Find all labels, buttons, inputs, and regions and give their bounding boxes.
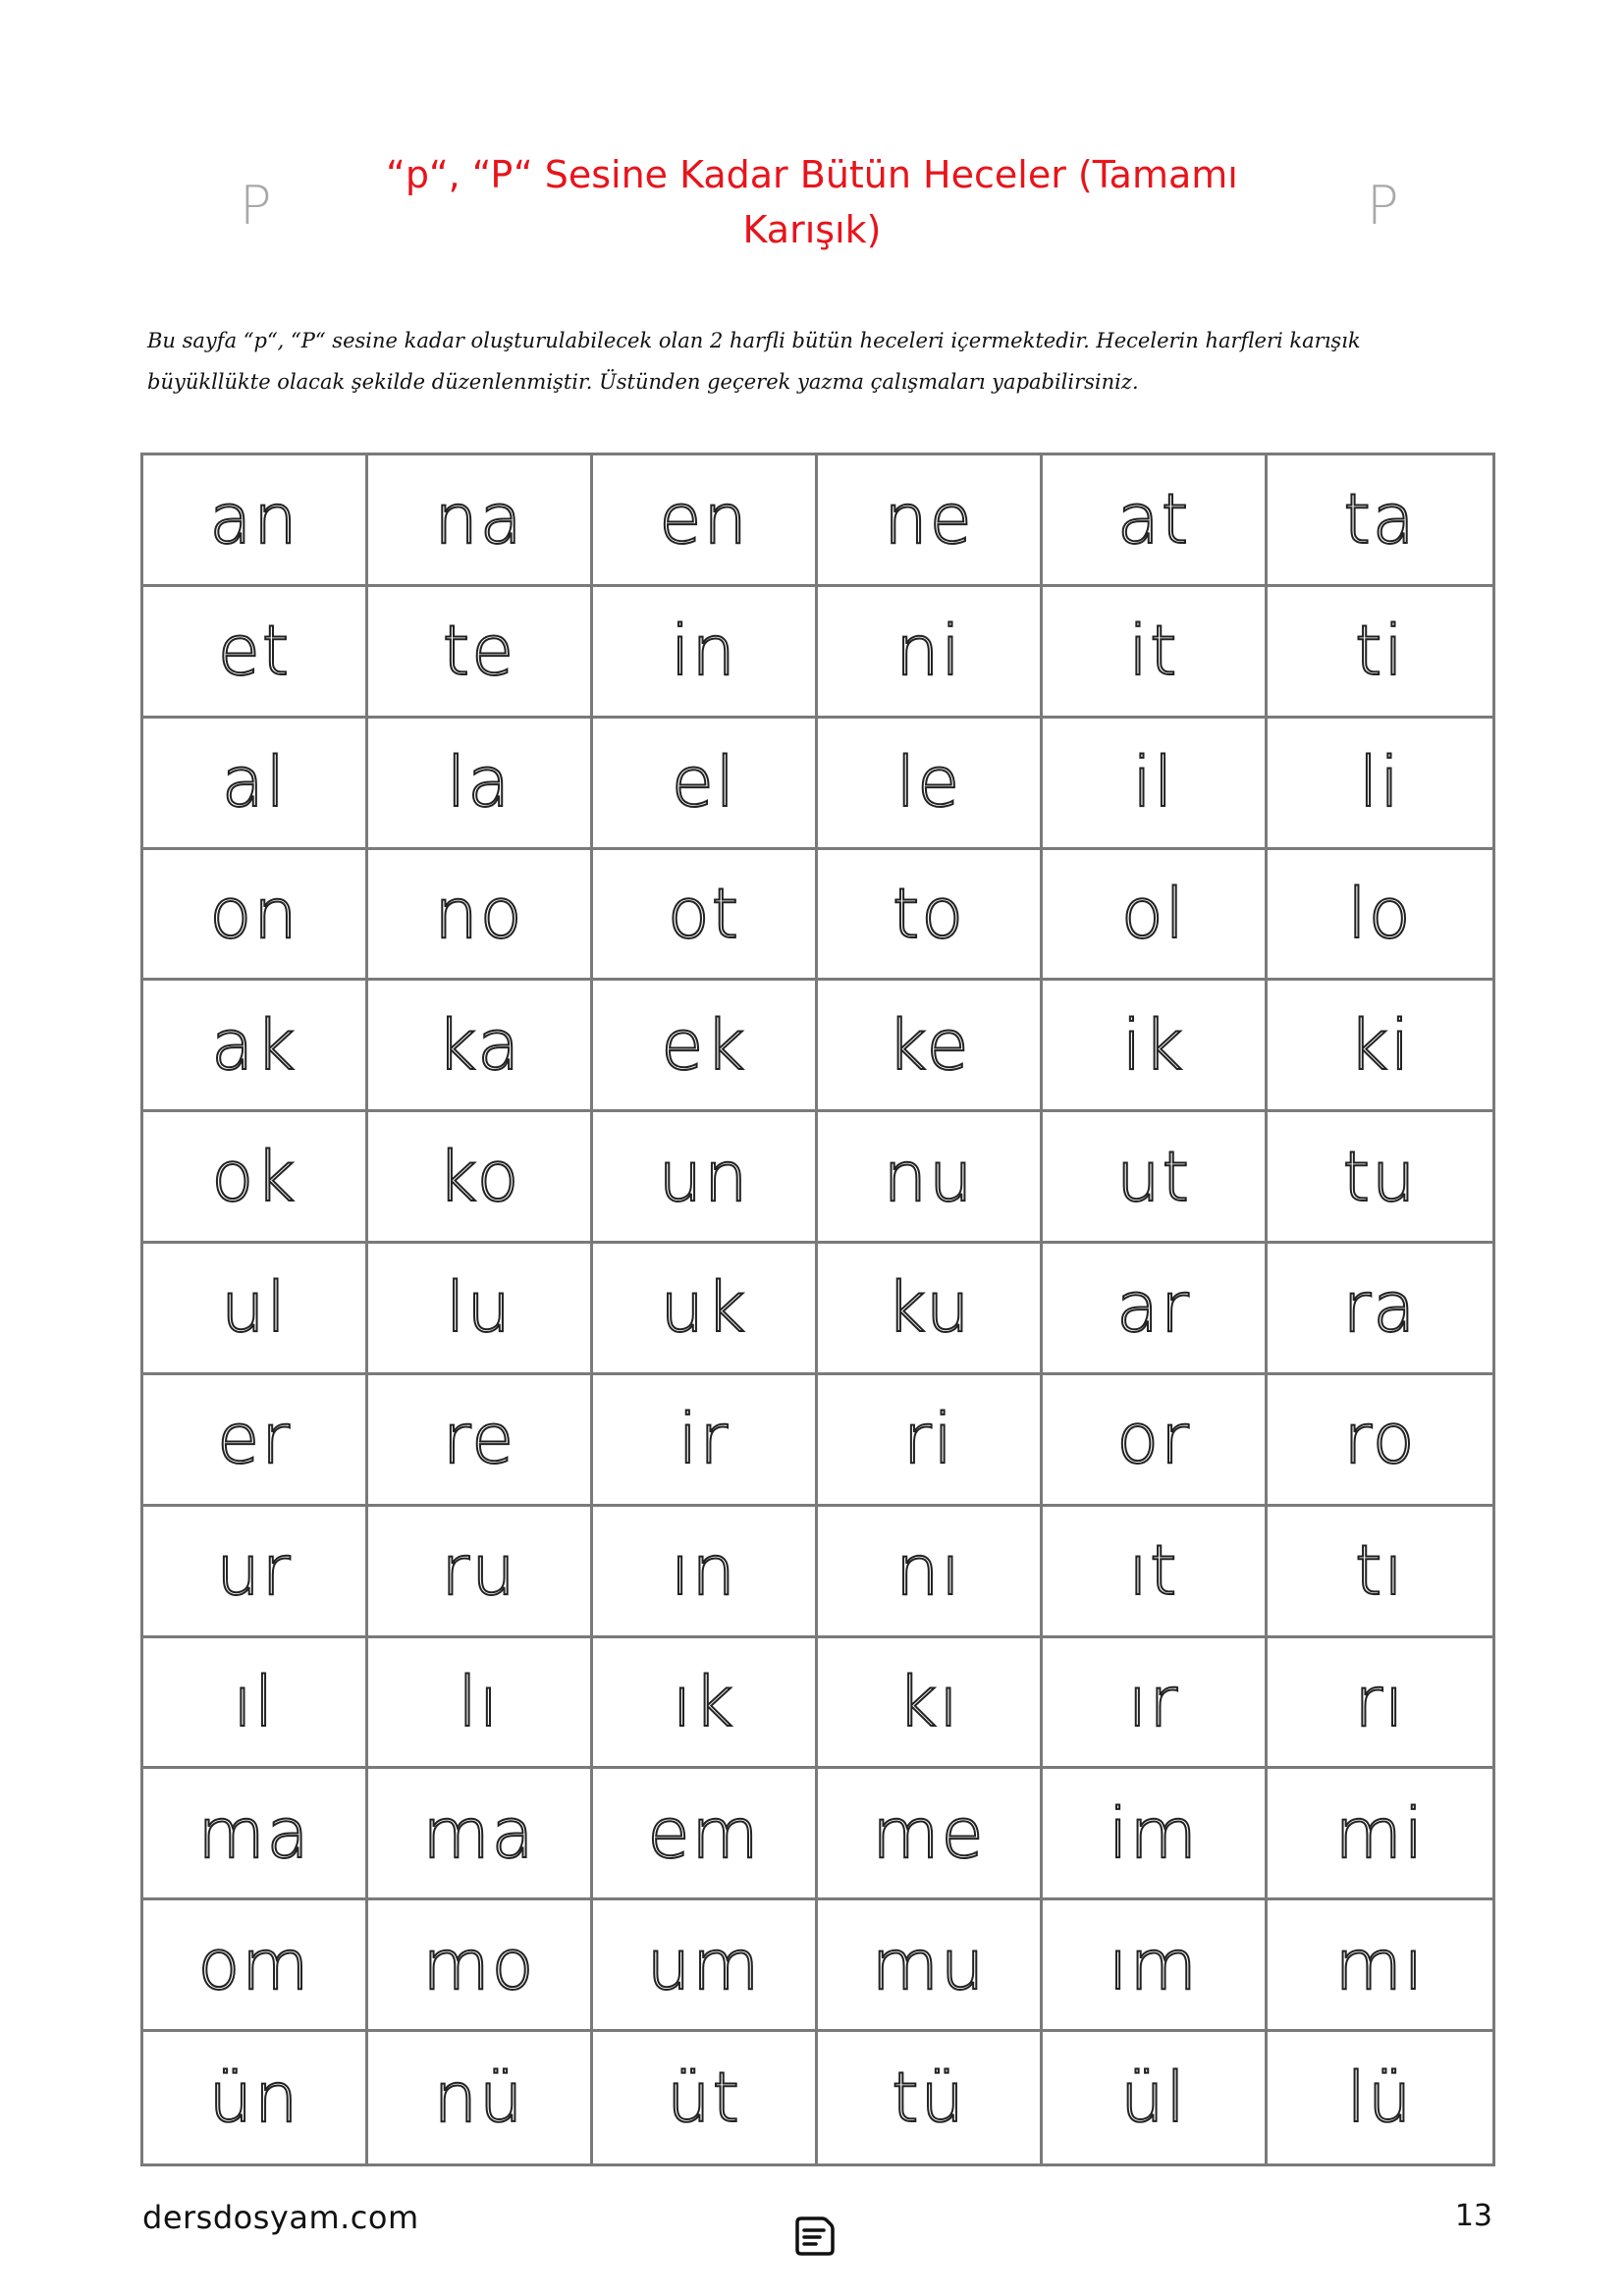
tracing-syllable: mo <box>422 1924 536 2005</box>
grid-cell <box>593 1638 818 1770</box>
tracing-syllable: ku <box>886 1267 972 1349</box>
grid-cell <box>1043 455 1268 587</box>
tracing-syllable: tu <box>1342 1136 1418 1217</box>
tracing-syllable: mı <box>1334 1924 1426 2005</box>
grid-cell <box>593 1769 818 1900</box>
tracing-syllable: ki <box>1348 1004 1412 1086</box>
tracing-syllable: al <box>221 742 288 824</box>
tracing-syllable: el <box>671 742 737 824</box>
tracing-syllable: ak <box>211 1004 298 1086</box>
grid-cell <box>818 1507 1043 1638</box>
grid-cell <box>593 1112 818 1244</box>
grid-cell <box>1043 1507 1268 1638</box>
grid-cell <box>368 455 593 587</box>
grid-cell <box>1268 1900 1492 2032</box>
grid-cell <box>143 981 368 1112</box>
tracing-syllable: un <box>658 1136 750 1217</box>
grid-cell <box>818 1638 1043 1770</box>
grid-cell <box>593 587 818 719</box>
grid-cell <box>1043 981 1268 1112</box>
tracing-syllable: te <box>442 611 516 692</box>
grid-cell <box>1268 850 1492 982</box>
grid-cell <box>1268 1375 1492 1507</box>
intro-text <box>147 320 1414 402</box>
grid-cell <box>818 1112 1043 1244</box>
grid-cell <box>1043 587 1268 719</box>
tracing-syllable: ke <box>887 1004 971 1086</box>
tracing-syllable: mi <box>1334 1792 1426 1874</box>
tracing-syllable: at <box>1116 479 1191 561</box>
grid-cell <box>593 1900 818 2032</box>
tracing-syllable: ma <box>422 1792 536 1874</box>
grid-cell <box>368 2032 593 2163</box>
tracing-syllable: mu <box>871 1924 987 2005</box>
grid-cell <box>1043 1900 1268 2032</box>
grid-cell <box>368 719 593 850</box>
grid-cell <box>818 1244 1043 1375</box>
grid-cell <box>593 1375 818 1507</box>
tracing-syllable: ur <box>216 1530 293 1612</box>
tracing-syllable: ta <box>1343 479 1417 561</box>
grid-cell <box>1043 1638 1268 1770</box>
tracing-syllable: lı <box>458 1662 501 1743</box>
tracing-syllable: ol <box>1120 873 1187 954</box>
tracing-syllable: tü <box>892 2057 966 2139</box>
tracing-syllable: em <box>647 1792 761 1874</box>
tracing-syllable: ım <box>1109 1924 1199 2005</box>
tracing-syllable: ma <box>197 1792 311 1874</box>
grid-cell <box>1043 1244 1268 1375</box>
tracing-syllable: ot <box>667 873 741 954</box>
page-title <box>334 147 1290 257</box>
tracing-syllable: lü <box>1346 2057 1414 2139</box>
tracing-syllable: ir <box>677 1399 731 1480</box>
grid-cell <box>1043 850 1268 982</box>
grid-cell <box>1268 1638 1492 1770</box>
grid-cell <box>143 1375 368 1507</box>
tracing-syllable: in <box>671 611 737 692</box>
tracing-syllable: ru <box>441 1530 517 1612</box>
tracing-syllable: ka <box>436 1004 522 1086</box>
tracing-syllable: ar <box>1116 1267 1191 1349</box>
grid-cell <box>818 719 1043 850</box>
grid-cell <box>593 981 818 1112</box>
syllable-tracing-grid <box>140 453 1495 2166</box>
tracing-syllable: ün <box>208 2057 300 2139</box>
grid-cell <box>368 1638 593 1770</box>
tracing-syllable: tı <box>1355 1530 1405 1612</box>
grid-cell <box>1043 1769 1268 1900</box>
tracing-syllable: to <box>892 873 966 954</box>
grid-cell <box>368 587 593 719</box>
tracing-syllable: ne <box>884 479 974 561</box>
grid-cell <box>1268 1769 1492 1900</box>
grid-cell <box>593 1244 818 1375</box>
tracing-syllable: ıt <box>1128 1530 1179 1612</box>
tracing-syllable: ro <box>1343 1399 1417 1480</box>
grid-cell <box>143 1769 368 1900</box>
tracing-syllable: ra <box>1342 1267 1418 1349</box>
grid-cell <box>143 455 368 587</box>
tracing-syllable: an <box>209 479 299 561</box>
tracing-syllable: et <box>217 611 292 692</box>
grid-cell <box>1043 2032 1268 2163</box>
grid-cell <box>368 1507 593 1638</box>
tracing-syllable: üt <box>667 2057 741 2139</box>
tracing-syllable: ti <box>1355 611 1405 692</box>
tracing-syllable: it <box>1128 611 1179 692</box>
grid-cell <box>818 455 1043 587</box>
page-number: 13 <box>1454 2199 1492 2233</box>
corner-letter-right: P <box>1367 175 1399 237</box>
grid-cell <box>1268 587 1492 719</box>
grid-cell <box>593 2032 818 2163</box>
tracing-syllable: lu <box>446 1267 513 1349</box>
document-lines-icon <box>792 2215 836 2258</box>
grid-cell <box>593 719 818 850</box>
tracing-syllable: le <box>895 742 962 824</box>
grid-cell <box>818 2032 1043 2163</box>
tracing-syllable: kı <box>897 1662 960 1743</box>
tracing-syllable: no <box>434 873 524 954</box>
tracing-syllable: en <box>659 479 749 561</box>
grid-cell <box>593 455 818 587</box>
tracing-syllable: ko <box>437 1136 521 1217</box>
grid-cell <box>368 1769 593 1900</box>
grid-cell <box>368 981 593 1112</box>
grid-cell <box>1268 1507 1492 1638</box>
grid-cell <box>1043 1375 1268 1507</box>
grid-cell <box>143 2032 368 2163</box>
tracing-syllable: im <box>1109 1792 1199 1874</box>
grid-cell <box>368 1112 593 1244</box>
tracing-syllable: lo <box>1347 873 1413 954</box>
tracing-syllable: on <box>209 873 299 954</box>
tracing-syllable: ın <box>671 1530 737 1612</box>
tracing-syllable: ri <box>902 1399 955 1480</box>
grid-cell <box>1268 455 1492 587</box>
intro-line-1: Bu sayfa “p“, “P“ sesine kadar oluşturulabilecek olan 2 harfli bütün heceleri içermektedir. Hecelerin harfleri karışık <box>147 329 1361 352</box>
grid-cell <box>368 850 593 982</box>
tracing-syllable: or <box>1116 1399 1191 1480</box>
grid-cell <box>143 850 368 982</box>
tracing-syllable: na <box>434 479 524 561</box>
grid-cell <box>143 1900 368 2032</box>
grid-cell <box>368 1375 593 1507</box>
tracing-syllable: li <box>1359 742 1401 824</box>
grid-cell <box>143 1638 368 1770</box>
tracing-syllable: re <box>442 1399 516 1480</box>
grid-cell <box>1268 981 1492 1112</box>
grid-cell <box>143 587 368 719</box>
grid-cell <box>1268 2032 1492 2163</box>
grid-cell <box>1268 719 1492 850</box>
tracing-syllable: ni <box>895 611 962 692</box>
title-line-2: Karışık) <box>742 208 882 251</box>
grid-cell <box>143 719 368 850</box>
grid-cell <box>593 850 818 982</box>
tracing-syllable: er <box>217 1399 292 1480</box>
grid-cell <box>593 1507 818 1638</box>
tracing-syllable: nı <box>895 1530 962 1612</box>
tracing-syllable: um <box>646 1924 762 2005</box>
tracing-syllable: ul <box>221 1267 288 1349</box>
tracing-syllable: il <box>1132 742 1175 824</box>
tracing-syllable: ır <box>1127 1662 1180 1743</box>
grid-cell <box>143 1507 368 1638</box>
tracing-syllable: ıl <box>233 1662 276 1743</box>
grid-cell <box>818 1375 1043 1507</box>
grid-cell <box>368 1244 593 1375</box>
grid-cell <box>1043 1112 1268 1244</box>
title-line-1: “p“, “P“ Sesine Kadar Bütün Heceler (Tamamı <box>386 153 1238 196</box>
tracing-syllable: me <box>872 1792 986 1874</box>
tracing-syllable: la <box>446 742 513 824</box>
tracing-syllable: rı <box>1354 1662 1406 1743</box>
tracing-syllable: om <box>197 1924 311 2005</box>
tracing-syllable: nü <box>433 2057 525 2139</box>
grid-cell <box>1043 719 1268 850</box>
intro-line-2: büyükllükte olacak şekilde düzenlenmiştir. Üstünden geçerek yazma çalışmaları yapabilirsiniz. <box>147 370 1139 394</box>
grid-cell <box>143 1244 368 1375</box>
grid-cell <box>143 1112 368 1244</box>
corner-letter-left: P <box>240 175 272 237</box>
footer-site-name: dersdosyam.com <box>142 2199 419 2236</box>
grid-cell <box>818 1900 1043 2032</box>
tracing-syllable: ut <box>1116 1136 1191 1217</box>
grid-cell <box>368 1900 593 2032</box>
tracing-syllable: ık <box>673 1662 735 1743</box>
grid-cell <box>818 587 1043 719</box>
tracing-syllable: uk <box>660 1267 748 1349</box>
grid-cell <box>818 1769 1043 1900</box>
grid-cell <box>818 981 1043 1112</box>
tracing-syllable: nu <box>883 1136 975 1217</box>
grid-cell <box>818 850 1043 982</box>
grid-cell <box>1268 1244 1492 1375</box>
tracing-syllable: ül <box>1120 2057 1187 2139</box>
grid-cell <box>1268 1112 1492 1244</box>
tracing-syllable: ik <box>1122 1004 1185 1086</box>
tracing-syllable: ek <box>661 1004 747 1086</box>
tracing-syllable: ok <box>211 1136 298 1217</box>
